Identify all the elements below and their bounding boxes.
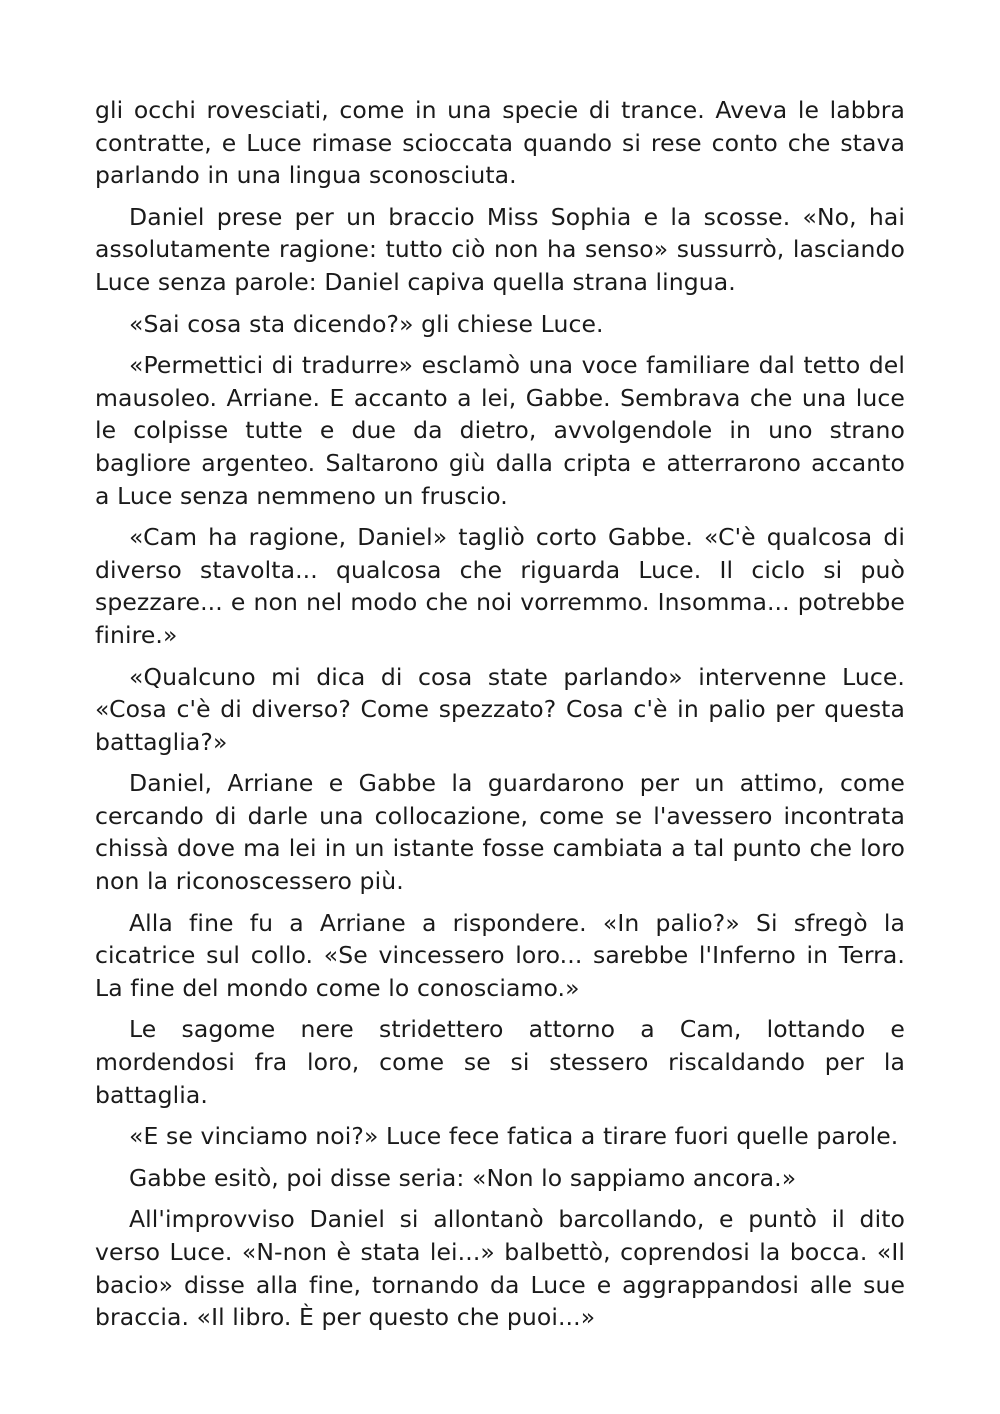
paragraph: gli occhi rovesciati, come in una specie di trance. Aveva le labbra contratte, e Luce rimase scioccata quando si rese conto che stava parlando in una lingua sconosciuta. [95,96,905,190]
paragraph: «Sai cosa sta dicendo?» gli chiese Luce. [129,309,604,338]
page-text [95,94,905,1343]
paragraph: Daniel, Arriane e Gabbe la guardarono per un attimo, come cercando di darle una collocazione, come se l'avessero incontrata chissà dove ma lei in un istante fosse cambiata a tal punto che loro non la riconoscessero più. [95,769,905,896]
paragraph: «Cam ha ragione, Daniel» tagliò corto Gabbe. «C'è qualcosa di diverso stavolta... qualcosa che riguarda Luce. Il ciclo si può spezzare... e non nel modo che noi vorremmo. Insomma... potrebbe finire.» [95,523,905,649]
paragraph: «Qualcuno mi dica di cosa state parlando» intervenne Luce. «Cosa c'è di diverso? Come spezzato? Cosa c'è in palio per questa battaglia?» [95,662,905,756]
paragraph: All'improvviso Daniel si allontanò barcollando, e puntò il dito verso Luce. «N-non è stata lei...» balbettò, coprendosi la bocca. «Il bacio» disse alla fine, tornando da Luce e aggrappandosi alle sue braccia. «Il libro. È per questo che puoi...» [95,1205,905,1332]
paragraph: Daniel prese per un braccio Miss Sophia e la scosse. «No, hai assolutamente ragione: tutto ciò non ha senso» sussurrò, lasciando Luce senza parole: Daniel capiva quella strana lingua. [95,202,905,296]
paragraph: «E se vinciamo noi?» Luce fece fatica a tirare fuori quelle parole. [129,1122,899,1151]
paragraph: Gabbe esitò, poi disse seria: «Non lo sappiamo ancora.» [129,1163,797,1192]
paragraph: Le sagome nere stridettero attorno a Cam, lottando e mordendosi fra loro, come se si stessero riscaldando per la battaglia. [95,1015,905,1109]
paragraph: Alla fine fu a Arriane a rispondere. «In palio?» Si sfregò la cicatrice sul collo. «Se vincessero loro... sarebbe l'Inferno in Terra. La fine del mondo come lo conosciamo.» [95,908,905,1002]
paragraph: «Permettici di tradurre» esclamò una voce familiare dal tetto del mausoleo. Arriane. E accanto a lei, Gabbe. Sembrava che una luce le colpisse tutte e due da dietro, avvolgendole in uno strano bagliore argenteo. Saltarono giù dalla cripta e atterrarono accanto a Luce senza nemmeno un fruscio. [95,351,905,510]
